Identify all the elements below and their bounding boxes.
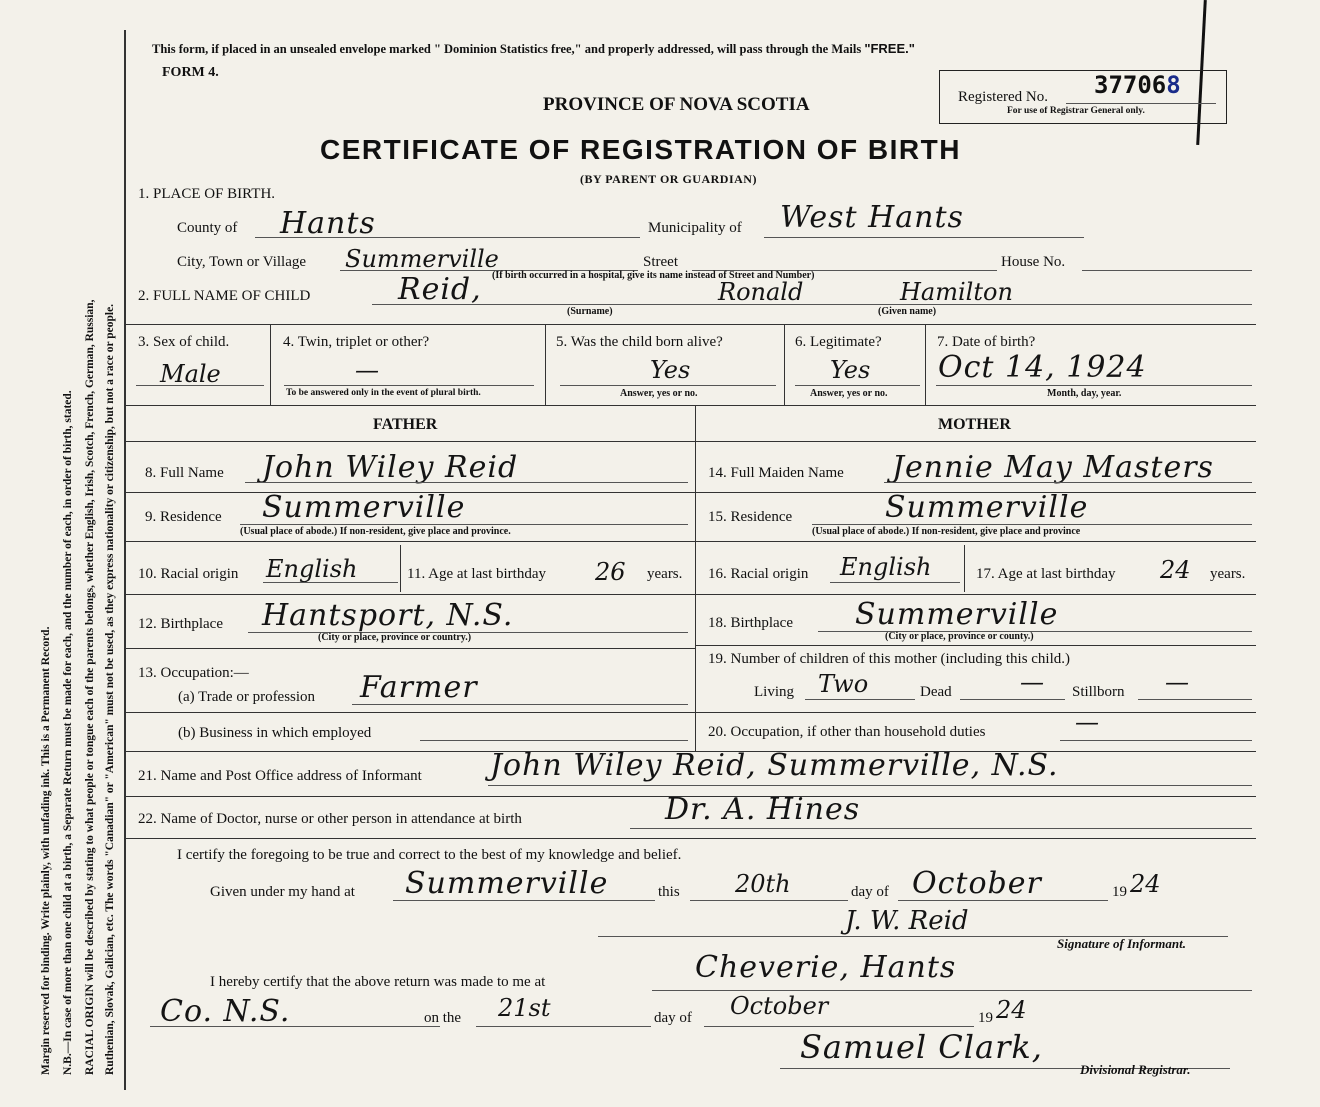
margin-note-binding: Margin reserved for binding. Write plainly, with unfading ink. This is a Permanent Record. [40, 626, 52, 1075]
child-given-value-2: Hamilton [900, 278, 1013, 306]
left-border [124, 30, 126, 1090]
certificate-title: CERTIFICATE OF REGISTRATION OF BIRTH [320, 134, 961, 165]
given-place-value: Summerville [405, 866, 609, 901]
return-label: I hereby certify that the above return was made to me at [210, 974, 546, 990]
child-given-value: Ronald [718, 278, 804, 306]
mother-racial-value: English [840, 553, 932, 581]
dob-note: Month, day, year. [1047, 388, 1122, 399]
mother-rule-5 [696, 645, 1256, 646]
mother-rule-4 [696, 594, 1256, 595]
certify-statement: I certify the foregoing to be true and correct to the best of my knowledge and belief. [177, 847, 682, 863]
alive-note: Answer, yes or no. [620, 388, 698, 399]
registered-no-label: Registered No. [958, 89, 1048, 105]
mail-notice: This form, if placed in an unsealed envelope marked " Dominion Statistics free," and properly addressed, will pass through the Mails "FREE." [152, 41, 915, 56]
father-name-value: John Wiley Reid [262, 450, 519, 485]
father-rule-6 [126, 712, 696, 713]
mother-residence-line [812, 524, 1252, 525]
return-place-line [652, 990, 1252, 991]
child-name-line [372, 304, 1252, 305]
divider-name [126, 324, 1256, 325]
mother-residence-note: (Usual place of abode.) If non-resident, give place and province [812, 526, 1081, 537]
father-age-value: 26 [595, 558, 626, 586]
county-label: County of [177, 220, 238, 236]
mother-rule-3 [696, 541, 1256, 542]
month-value: October [912, 866, 1042, 901]
mother-age-years: years. [1210, 566, 1246, 582]
divider-certify [126, 838, 1256, 839]
mother-rule-6 [696, 712, 1256, 713]
house-no-label: House No. [1001, 254, 1066, 270]
trade-value: Farmer [360, 670, 478, 705]
father-residence-value: Summerville [262, 490, 466, 525]
mother-name-value: Jennie May Masters [892, 450, 1214, 485]
father-birthplace-value: Hantsport, N.S. [262, 598, 514, 633]
street-label: Street [643, 254, 678, 270]
legitimate-value: Yes [830, 356, 871, 384]
mother-racial-line [830, 582, 960, 583]
father-heading: FATHER [373, 416, 438, 433]
given-name-caption: (Given name) [878, 306, 937, 317]
twin-note: To be answered only in the event of plural birth. [286, 388, 481, 398]
living-value: Two [818, 670, 869, 698]
col-div-5 [784, 325, 785, 405]
alive-line [560, 385, 776, 386]
hospital-note: (If birth occurred in a hospital, give its name instead of Street and Number) [492, 270, 815, 281]
sex-line [136, 385, 264, 386]
province-heading: PROVINCE OF NOVA SCOTIA [543, 94, 810, 115]
margin-note-racial-origin-1: RACIAL ORIGIN will be described by stating to what people or tongue each of the parents belongs, whether English, Irish, Scotch, French, German, Russian, [84, 299, 96, 1075]
return-year-prefix: 19 [978, 1010, 993, 1026]
child-surname-value: Reid, [398, 272, 482, 307]
twin-line [284, 385, 534, 386]
trade-line [352, 704, 688, 705]
given-under-label: Given under my hand at [210, 884, 355, 900]
legitimate-note: Answer, yes or no. [810, 388, 888, 399]
return-day-line [476, 1026, 651, 1027]
mother-name-label: 14. Full Maiden Name [708, 465, 844, 481]
day-value: 20th [735, 870, 791, 898]
father-residence-label: 9. Residence [145, 509, 222, 525]
mother-birthplace-value: Summerville [855, 597, 1059, 632]
return-day-value: 21st [498, 994, 551, 1022]
municipality-value: West Hants [780, 200, 964, 235]
occupation-label: 13. Occupation:— [138, 665, 249, 681]
business-line [420, 740, 688, 741]
mother-occupation-line [1060, 740, 1252, 741]
business-label: (b) Business in which employed [178, 725, 372, 741]
mother-racial-label: 16. Racial origin [708, 566, 809, 582]
father-racial-label: 10. Racial origin [138, 566, 239, 582]
return-year-value: 24 [996, 996, 1027, 1024]
return-month-line [704, 1026, 974, 1027]
informant-line [488, 785, 1252, 786]
father-residence-line [240, 524, 688, 525]
father-age-years: years. [647, 566, 683, 582]
doctor-line [630, 828, 1252, 829]
registrar-signature: Samuel Clark, [800, 1028, 1043, 1066]
form-number: FORM 4. [162, 65, 219, 80]
dob-label: 7. Date of birth? [937, 334, 1036, 350]
dead-value: — [1020, 668, 1044, 696]
registrar-use-note: For use of Registrar General only. [1007, 106, 1145, 116]
alive-label: 5. Was the child born alive? [556, 334, 723, 350]
mother-rule-1 [696, 441, 1256, 442]
registered-number: 377068 [1094, 71, 1181, 99]
informant-value: John Wiley Reid, Summerville, N.S. [490, 748, 1059, 783]
certificate-subtitle: (BY PARENT OR GUARDIAN) [580, 172, 757, 186]
informant-signature: J. W. Reid [845, 906, 969, 936]
legitimate-label: 6. Legitimate? [795, 334, 882, 350]
return-place-value-2: Co. N.S. [160, 994, 291, 1029]
year-prefix: 19 [1112, 884, 1127, 900]
sex-value: Male [160, 360, 221, 388]
twin-value: — [355, 356, 379, 384]
place-of-birth-label: 1. PLACE OF BIRTH. [138, 186, 276, 202]
col-div-6 [925, 325, 926, 405]
mother-birthplace-note: (City or place, province or county.) [885, 631, 1034, 642]
mother-racial-divider [964, 545, 965, 592]
margin-note-multiple-births: N.B.—In case of more than one child at a birth, a Separate Return must be made for each, and the number of each, in order of birth, stated. [62, 390, 74, 1075]
this-label: this [658, 884, 680, 900]
informant-label: 21. Name and Post Office address of Informant [138, 768, 422, 784]
twin-label: 4. Twin, triplet or other? [283, 334, 430, 350]
parent-column-divider [695, 406, 696, 751]
city-label: City, Town or Village [177, 254, 307, 270]
father-residence-note: (Usual place of abode.) If non-resident, give place and province. [240, 526, 511, 537]
margin-note-racial-origin-2: Ruthenian, Slovak, Galician, etc. The words "Canadian" or "American" must not be used, as they express nationality or citizenship, but not a race or people. [104, 303, 116, 1075]
given-place-line [393, 900, 655, 901]
return-month-value: October [730, 992, 829, 1020]
return-place-2-line [150, 1026, 440, 1027]
mother-residence-value: Summerville [885, 490, 1089, 525]
father-rule-1 [126, 441, 696, 442]
house-no-line [1082, 270, 1252, 271]
stillborn-label: Stillborn [1072, 684, 1125, 700]
mother-birthplace-label: 18. Birthplace [708, 615, 793, 631]
mother-heading: MOTHER [938, 416, 1011, 433]
municipality-line [764, 237, 1084, 238]
county-value: Hants [280, 206, 376, 241]
return-day-of-label: day of [654, 1010, 692, 1026]
registrar-label: Divisional Registrar. [1080, 1062, 1191, 1077]
legitimate-line [795, 385, 920, 386]
col-div-3 [270, 325, 271, 405]
doctor-label: 22. Name of Doctor, nurse or other person in attendance at birth [138, 811, 522, 827]
return-place-value: Cheverie, Hants [695, 950, 957, 985]
registered-no-line [1066, 103, 1216, 104]
father-name-label: 8. Full Name [145, 465, 224, 481]
father-birthplace-note: (City or place, province or country.) [318, 632, 472, 643]
surname-caption: (Surname) [567, 306, 613, 317]
mother-age-value: 24 [1160, 556, 1191, 584]
informant-signature-label: Signature of Informant. [1057, 936, 1186, 951]
day-line [690, 900, 848, 901]
father-racial-value: English [266, 555, 358, 583]
father-age-label: 11. Age at last birthday [407, 566, 546, 582]
stillborn-value: — [1165, 668, 1189, 696]
doctor-value: Dr. A. Hines [665, 792, 861, 827]
father-rule-3 [126, 541, 696, 542]
mother-occupation-label: 20. Occupation, if other than household duties [708, 724, 986, 740]
father-racial-line [263, 582, 398, 583]
col-div-4 [545, 325, 546, 405]
alive-value: Yes [650, 356, 691, 384]
dob-value: Oct 14, 1924 [938, 350, 1147, 385]
father-name-line [245, 482, 688, 483]
living-line [805, 699, 915, 700]
mother-residence-label: 15. Residence [708, 509, 793, 525]
trade-label: (a) Trade or profession [178, 689, 316, 705]
divider-parents [126, 405, 1256, 406]
father-racial-divider [400, 545, 401, 592]
month-line [898, 900, 1108, 901]
father-birthplace-label: 12. Birthplace [138, 616, 223, 632]
dead-line [960, 699, 1065, 700]
child-name-label: 2. FULL NAME OF CHILD [138, 288, 311, 304]
day-of-label: day of [851, 884, 889, 900]
on-the-label: on the [424, 1010, 462, 1026]
mother-occupation-value: — [1075, 708, 1099, 736]
year-value: 24 [1130, 870, 1161, 898]
county-line [255, 237, 640, 238]
mother-birthplace-line [818, 631, 1252, 632]
municipality-label: Municipality of [648, 220, 742, 236]
dob-line [936, 385, 1252, 386]
mother-name-line [884, 482, 1252, 483]
living-label: Living [754, 684, 794, 700]
sex-label: 3. Sex of child. [138, 334, 230, 350]
father-rule-5 [126, 648, 696, 649]
dead-label: Dead [920, 684, 952, 700]
father-rule-4 [126, 594, 696, 595]
mother-age-label: 17. Age at last birthday [976, 566, 1116, 582]
children-count-label: 19. Number of children of this mother (including this child.) [708, 651, 1071, 667]
city-value: Summerville [345, 245, 499, 273]
stillborn-line [1138, 699, 1252, 700]
